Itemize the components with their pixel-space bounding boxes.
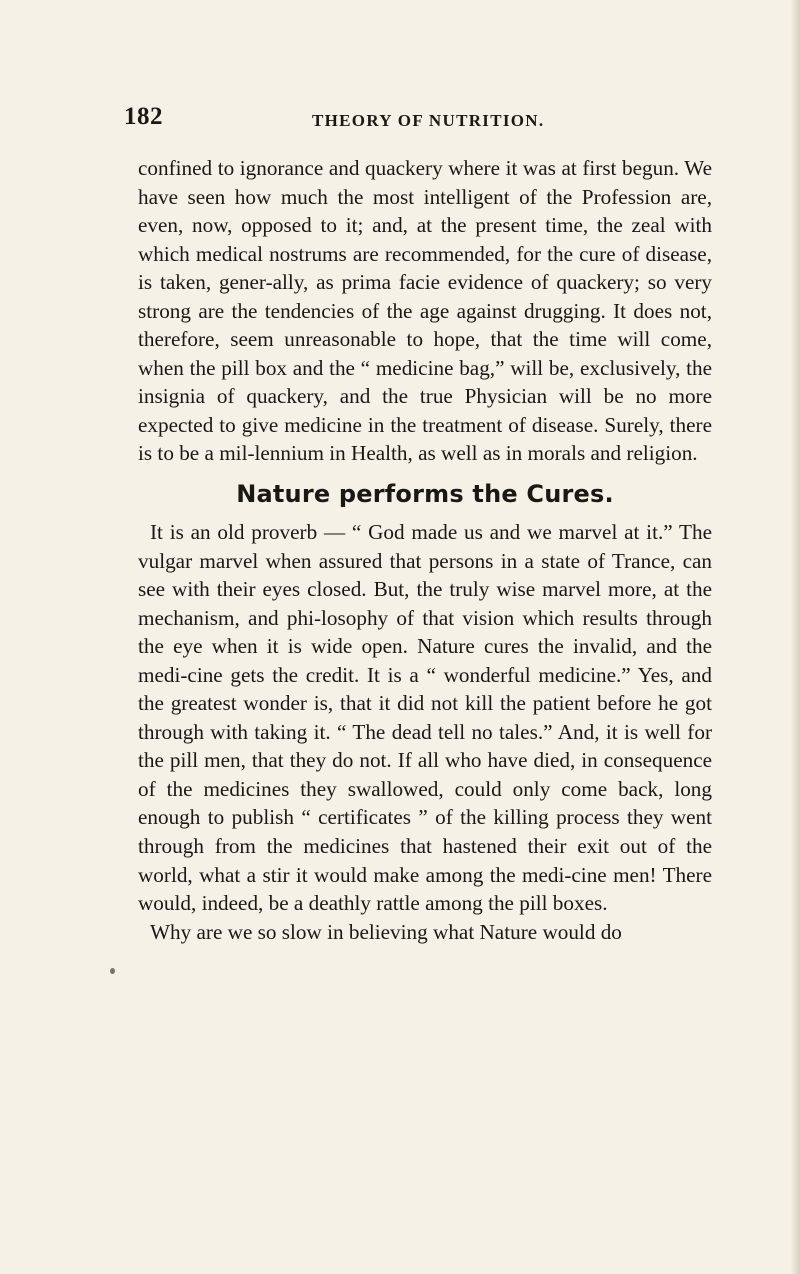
paragraph: Why are we so slow in believing what Nature would do	[150, 919, 622, 944]
page-header	[124, 103, 714, 137]
running-head: THEORY OF NUTRITION.	[312, 111, 545, 130]
page-edge-shadow	[790, 0, 800, 1274]
section-heading: Nature performs the Cures.	[236, 480, 614, 509]
body-text	[138, 154, 712, 946]
page-number: 182	[124, 103, 163, 130]
paragraph-continued: confined to ignorance and quackery where it was at first begun. We have seen how much the most intelligent of the Profession are, even, now, opposed to it; and, at the present time, the zeal with which medical nostrums are recommended, for the cure of disease, is taken, gener-ally, as prima facie evidence of quackery; so very strong are the tendencies of the age against drugging. It does not, therefore, seem unreasonable to hope, that the time will come, when the pill box and the “ medicine bag,” will be, exclusively, the insignia of quackery, and the true Physician will be no more expected to give medicine in the treatment of disease. Surely, there is to be a mil-lennium in Health, as well as in morals and religion.	[138, 156, 712, 466]
paper-speck	[110, 968, 115, 974]
paragraph: It is an old proverb — “ God made us and we marvel at it.” The vulgar marvel when assured that persons in a state of Trance, can see with their eyes closed. But, the truly wise marvel more, at the mechanism, and phi-losophy of that vision which results through the eye when it is wide open. Nature cures the invalid, and the medi-cine gets the credit. It is a “ wonderful medicine.” Yes, and the greatest wonder is, that it did not kill the patient before he got through with taking it. “ The dead tell no tales.” And, it is well for the pill men, that they do not. If all who have died, in consequence of the medicines they swallowed, could only come back, long enough to publish “ certificates ” of the killing process they went through from the medicines that hastened their exit out of the world, what a stir it would make among the medi-cine men! There would, indeed, be a deathly rattle among the pill boxes.	[138, 520, 712, 916]
